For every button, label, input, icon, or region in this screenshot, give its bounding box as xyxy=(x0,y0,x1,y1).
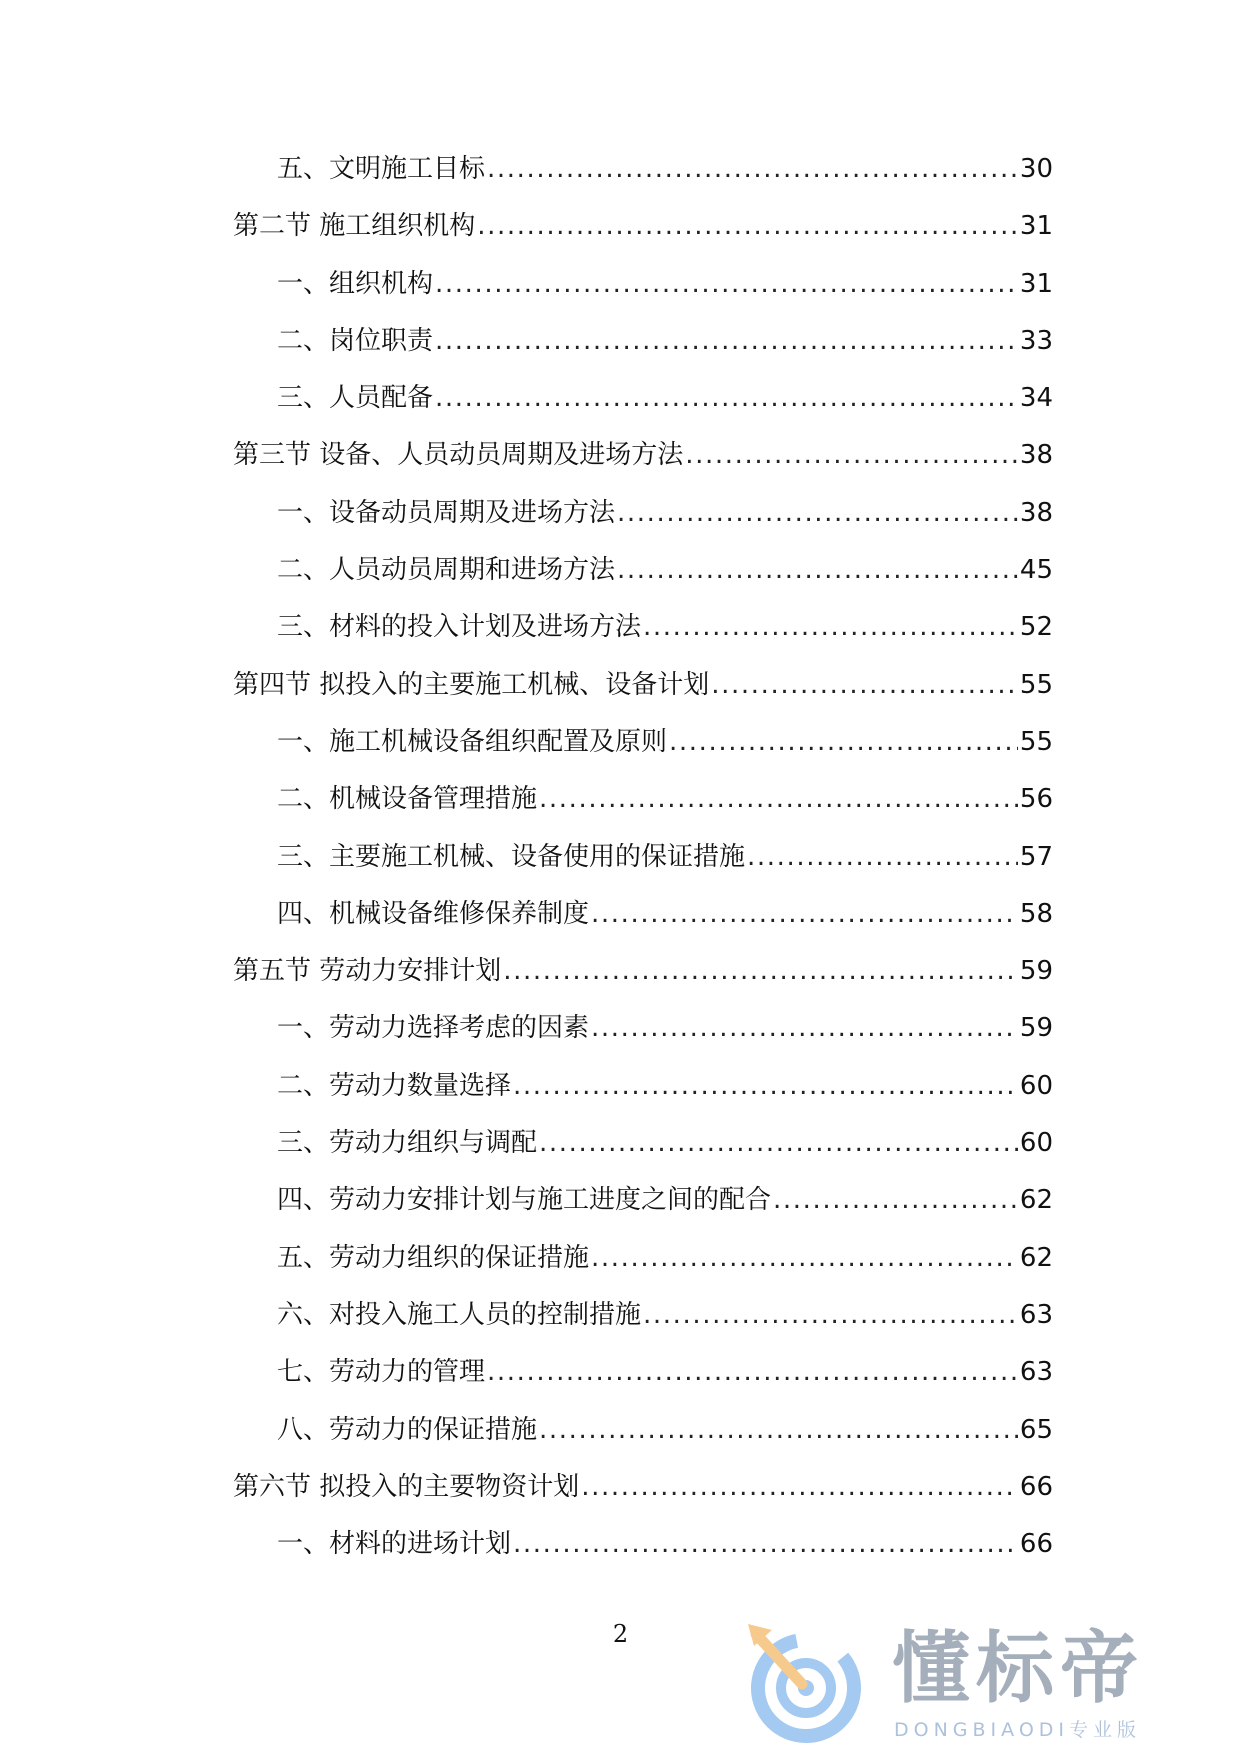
toc-entry-page: 56 xyxy=(1019,784,1053,815)
toc-entry-page: 57 xyxy=(1019,841,1053,872)
toc-entry-label: 第五节 劳动力安排计划 xyxy=(233,956,502,987)
toc-entry[interactable] xyxy=(233,379,1053,436)
watermark xyxy=(742,1622,1222,1747)
toc-entry-label: 第四节 拟投入的主要施工机械、设备计划 xyxy=(233,669,710,700)
toc-dot-leader xyxy=(617,494,1018,532)
toc-entry[interactable] xyxy=(233,780,1053,837)
toc-entry-page: 59 xyxy=(1019,1013,1053,1044)
toc-entry[interactable] xyxy=(233,838,1053,895)
watermark-brand: 懂标帝 xyxy=(892,1624,1145,1714)
toc-dot-leader xyxy=(773,1181,1018,1219)
toc-entry-label: 第三节 设备、人员动员周期及进场方法 xyxy=(233,440,684,471)
toc-dot-leader xyxy=(487,150,1018,188)
toc-entry-label: 六、对投入施工人员的控制措施 xyxy=(277,1299,642,1330)
toc-entry[interactable] xyxy=(233,1239,1053,1296)
toc-dot-leader xyxy=(581,1468,1018,1506)
toc-dot-leader xyxy=(513,1525,1018,1563)
toc-entry-label: 四、劳动力安排计划与施工进度之间的配合 xyxy=(277,1185,772,1216)
toc-entry-label: 一、设备动员周期及进场方法 xyxy=(277,497,616,528)
toc-entry[interactable] xyxy=(233,608,1053,665)
toc-entry-label: 七、劳动力的管理 xyxy=(277,1357,486,1388)
toc-entry-page: 55 xyxy=(1019,726,1053,757)
toc-entry-label: 二、劳动力数量选择 xyxy=(277,1070,512,1101)
toc-dot-leader xyxy=(477,207,1018,245)
toc-entry-page: 58 xyxy=(1019,898,1053,929)
toc-dot-leader xyxy=(685,436,1018,474)
toc-entry[interactable] xyxy=(233,150,1053,207)
toc-entry[interactable] xyxy=(233,666,1053,723)
toc-entry-label: 三、劳动力组织与调配 xyxy=(277,1128,538,1159)
toc-entry-label: 八、劳动力的保证措施 xyxy=(277,1414,538,1445)
toc-entry-page: 60 xyxy=(1019,1128,1053,1159)
toc-dot-leader xyxy=(435,379,1018,417)
toc-dot-leader xyxy=(435,322,1018,360)
target-logo-icon xyxy=(742,1622,867,1747)
toc-entry-label: 二、人员动员周期和进场方法 xyxy=(277,555,616,586)
toc-entry[interactable] xyxy=(233,322,1053,379)
toc-dot-leader xyxy=(617,551,1018,589)
toc-dot-leader xyxy=(487,1353,1018,1391)
toc-entry-label: 一、劳动力选择考虑的因素 xyxy=(277,1013,590,1044)
toc-entry-page: 34 xyxy=(1019,383,1053,414)
toc-entry-page: 30 xyxy=(1019,154,1053,184)
toc-entry-page: 38 xyxy=(1019,440,1053,471)
toc-entry-page: 31 xyxy=(1019,211,1053,242)
toc-dot-leader xyxy=(643,608,1018,646)
toc-entry-label: 四、机械设备维修保养制度 xyxy=(277,898,590,929)
toc-entry-page: 62 xyxy=(1019,1242,1053,1273)
toc-entry-label: 五、文明施工目标 xyxy=(277,154,486,184)
toc-entry-label: 第六节 拟投入的主要物资计划 xyxy=(233,1471,580,1502)
toc-dot-leader xyxy=(669,723,1018,761)
toc-entry-label: 第二节 施工组织机构 xyxy=(233,211,476,242)
toc-dot-leader xyxy=(435,265,1018,303)
toc-dot-leader xyxy=(503,952,1018,990)
toc-entry-page: 31 xyxy=(1019,268,1053,299)
toc-entry-label: 五、劳动力组织的保证措施 xyxy=(277,1242,590,1273)
toc-dot-leader xyxy=(591,1009,1018,1047)
toc-dot-leader xyxy=(643,1296,1018,1334)
toc-entry-page: 66 xyxy=(1019,1529,1053,1560)
toc-entry-label: 三、人员配备 xyxy=(277,383,434,414)
toc-entry[interactable] xyxy=(233,551,1053,608)
toc-entry-page: 63 xyxy=(1019,1357,1053,1388)
toc-dot-leader xyxy=(747,838,1018,876)
toc-entry[interactable] xyxy=(233,494,1053,551)
toc-entry-page: 62 xyxy=(1019,1185,1053,1216)
toc-dot-leader xyxy=(711,666,1018,704)
toc-entry-label: 二、岗位职责 xyxy=(277,325,434,356)
toc-entry[interactable] xyxy=(233,723,1053,780)
toc-entry[interactable] xyxy=(233,1067,1053,1124)
toc-entry[interactable] xyxy=(233,207,1053,264)
toc-entry-page: 66 xyxy=(1019,1471,1053,1502)
toc-entry[interactable] xyxy=(233,265,1053,322)
page-number: 2 xyxy=(612,1620,629,1648)
toc-entry[interactable] xyxy=(233,1411,1053,1468)
toc-entry-page: 52 xyxy=(1019,612,1053,643)
toc-dot-leader xyxy=(513,1067,1018,1105)
toc-entry-label: 二、机械设备管理措施 xyxy=(277,784,538,815)
toc-entry[interactable] xyxy=(233,1009,1053,1066)
toc-entry-label: 一、材料的进场计划 xyxy=(277,1529,512,1560)
toc-entry-label: 一、施工机械设备组织配置及原则 xyxy=(277,726,668,757)
toc-entry[interactable] xyxy=(233,1124,1053,1181)
table-of-contents xyxy=(233,150,1053,1582)
toc-entry-label: 一、组织机构 xyxy=(277,268,434,299)
toc-dot-leader xyxy=(591,895,1018,933)
toc-entry[interactable] xyxy=(233,1525,1053,1582)
toc-entry-page: 55 xyxy=(1019,669,1053,700)
toc-entry[interactable] xyxy=(233,895,1053,952)
toc-entry-page: 59 xyxy=(1019,956,1053,987)
toc-entry[interactable] xyxy=(233,1468,1053,1525)
toc-entry-page: 38 xyxy=(1019,497,1053,528)
toc-entry[interactable] xyxy=(233,1353,1053,1410)
toc-entry-page: 45 xyxy=(1019,555,1053,586)
toc-entry-page: 60 xyxy=(1019,1070,1053,1101)
toc-dot-leader xyxy=(539,1124,1018,1162)
toc-entry[interactable] xyxy=(233,1296,1053,1353)
toc-entry-label: 三、主要施工机械、设备使用的保证措施 xyxy=(277,841,746,872)
toc-entry[interactable] xyxy=(233,952,1053,1009)
toc-entry-label: 三、材料的投入计划及进场方法 xyxy=(277,612,642,643)
toc-dot-leader xyxy=(539,1411,1018,1449)
toc-entry-page: 33 xyxy=(1019,325,1053,356)
toc-dot-leader xyxy=(539,780,1018,818)
toc-entry[interactable] xyxy=(233,436,1053,493)
toc-entry[interactable] xyxy=(233,1181,1053,1238)
watermark-subtitle: DONGBIAODI专业版 xyxy=(894,1719,1142,1741)
toc-dot-leader xyxy=(591,1239,1018,1277)
toc-entry-page: 65 xyxy=(1019,1414,1053,1445)
toc-entry-page: 63 xyxy=(1019,1299,1053,1330)
